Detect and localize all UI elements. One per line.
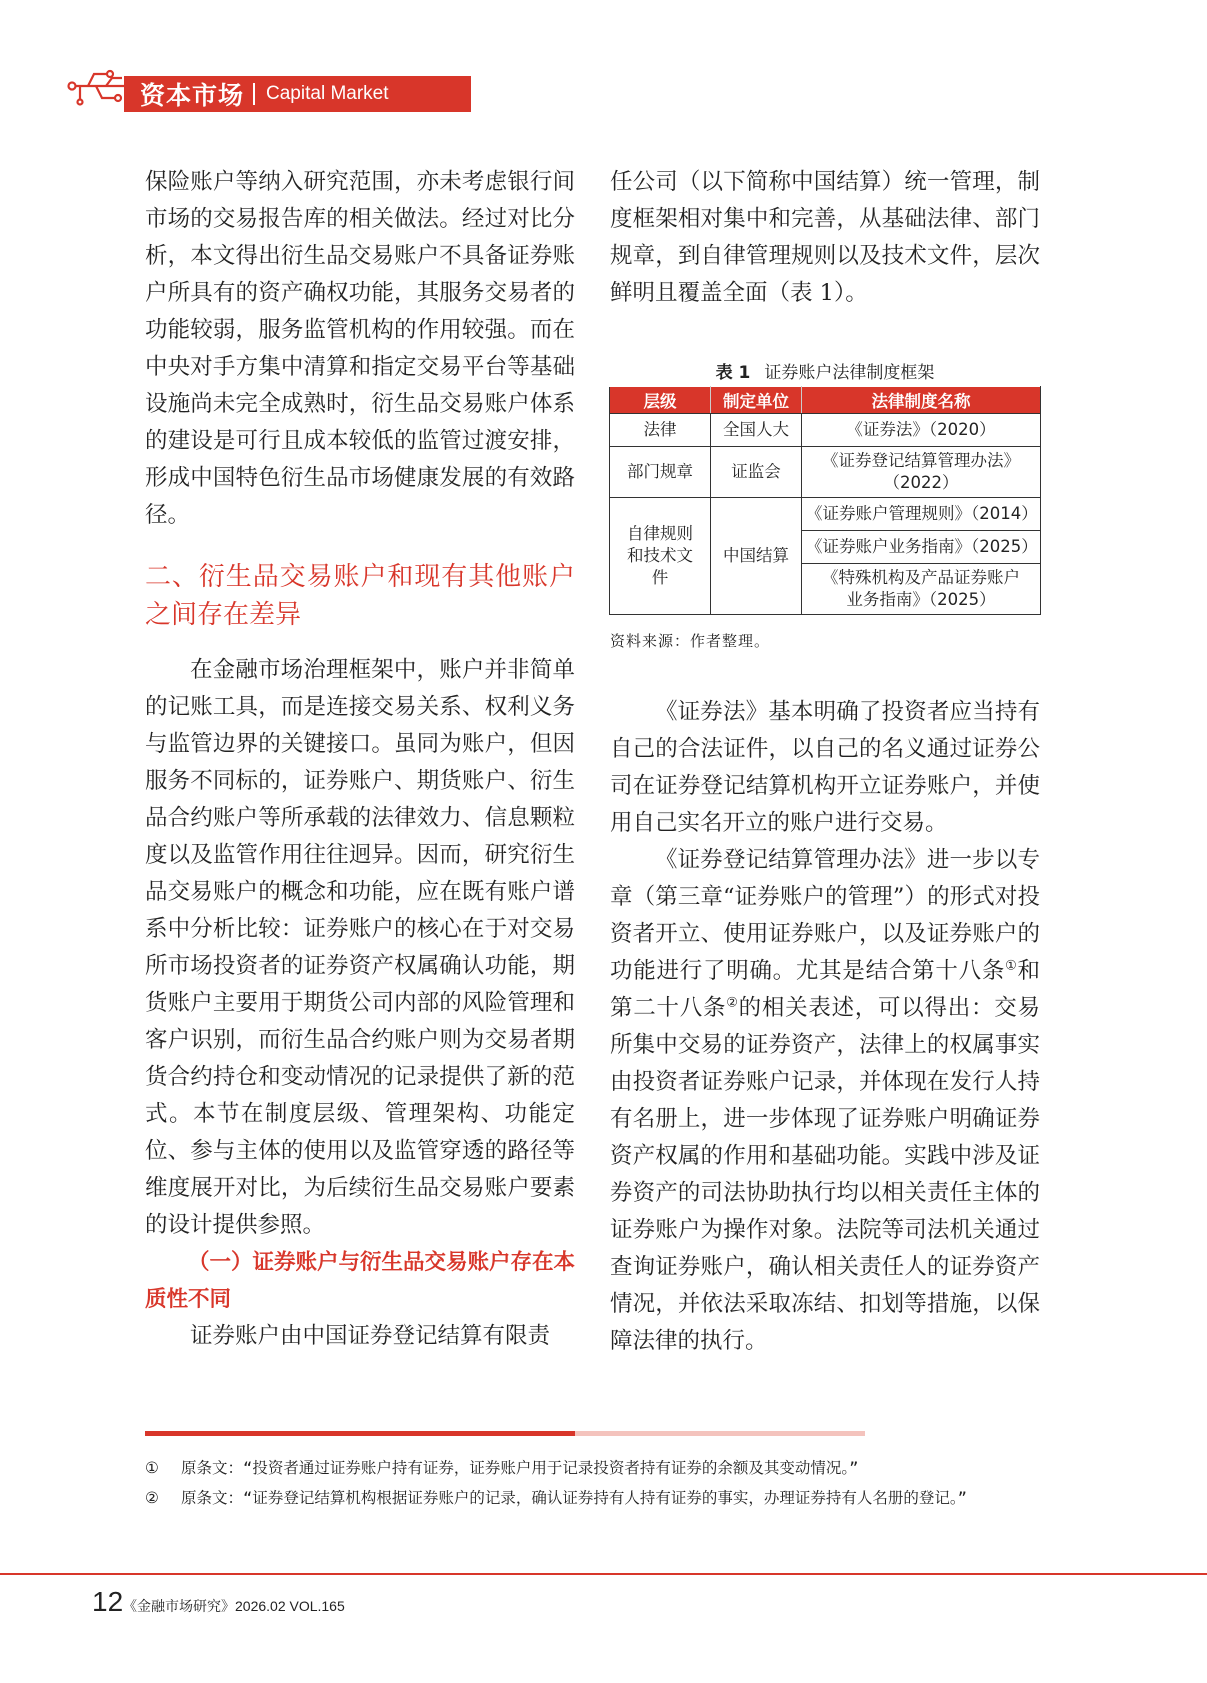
cell-issuer: 证监会 xyxy=(711,447,802,498)
footnote-2 xyxy=(145,1484,1045,1512)
legal-framework-table xyxy=(609,386,1041,615)
subsection-heading: （一）证券账户与衍生品交易账户存在本质性不同 xyxy=(145,1250,576,1312)
cell-name: 《证券账户业务指南》（2025） xyxy=(802,531,1041,564)
header-divider xyxy=(253,83,255,105)
cell-level: 法律 xyxy=(610,414,711,447)
table-title: 证券账户法律制度框架 xyxy=(764,363,935,383)
paragraph-continued-right: 任公司（以下简称中国结算）统一管理，制度框架相对集中和完善，从基础法律、部门规章，到自律管理规则以及技术文件，层次鲜明且覆盖全面（表 1）。 xyxy=(610,169,1040,306)
paragraph-intro: 在金融市场治理框架中，账户并非简单的记账工具，而是连接交易关系、权利义务与监管边界的关键接口。虽同为账户，但因服务不同标的，证券账户、期货账户、衍生品合约账户等所承载的法律效力、信息颗粒度以及监管作用往往迥异。因而，研究衍生品交易账户的概念和功能，应在既有账户谱系中分析比较：证券账户的核心在于对交易所市场投资者的证券资产权属确认功能，期货账户主要用于期货公司内部的风险管理和客户识别，而衍生品合约账户则为交易者期货合约持仓和变动情况的记录提供了新的范式。本节在制度层级、管理架构、功能定位、参与主体的使用以及监管穿透的路径等维度展开对比，为后续衍生品交易账户要素的设计提供参照。 xyxy=(145,657,575,1238)
table-source: 资料来源：作者整理。 xyxy=(610,632,771,650)
paragraph-text-c: 的相关表述，可以得出：交易所集中交易的证券资产，法律上的权属事实由投资者证券账户记录，并体现在发行人持有名册上，进一步体现了证券账户明确证券资产权属的作用和基础功能。实践中涉及证券资产的司法协助执行均以相关责任主体的证券账户为操作对象。法院等司法机关通过查询证券账户，确认相关责任人的证券资产情况，并依法采取冻结、扣划等措施，以保障法律的执行。 xyxy=(610,995,1040,1354)
table-row xyxy=(610,498,1041,531)
footnote-1 xyxy=(145,1454,1045,1482)
circuit-decoration-icon xyxy=(66,64,126,112)
paragraph-continued: 保险账户等纳入研究范围，亦未考虑银行间市场的交易报告库的相关做法。经过对比分析，本文得出衍生品交易账户不具备证券账户所具有的资产确权功能，其服务交易者的功能较弱，服务监管机构的作用较强。而在中央对手方集中清算和指定交易平台等基础设施尚未完全成熟时，衍生品交易账户体系的建设是可行且成本较低的监管过渡安排，形成中国特色衍生品市场健康发展的有效路径。 xyxy=(145,169,575,528)
table-number: 表 1 xyxy=(715,363,751,383)
footnote-mark: ② xyxy=(145,1489,159,1507)
left-column xyxy=(145,164,575,1355)
footnote-mark: ① xyxy=(145,1459,159,1477)
paragraph-text-b: 和第二十八条 xyxy=(610,958,1040,1021)
section-title-en: Capital Market xyxy=(266,83,389,104)
right-column-top xyxy=(610,164,1040,312)
table-header-row xyxy=(610,387,1041,414)
table-row xyxy=(610,414,1041,447)
paragraph-securities-law: 《证券法》基本明确了投资者应当持有自己的合法证件，以自己的名义通过证券公司在证券登记结算机构开立证券账户，并使用自己实名开立的账户进行交易。 xyxy=(610,699,1040,836)
footnote-ref-1[interactable]: ① xyxy=(1005,958,1018,974)
footnote-text: 原条文：“投资者通过证券账户持有证券，证券账户用于记录投资者持有证券的余额及其变动情况。” xyxy=(181,1459,859,1477)
cell-name: 《证券法》（2020） xyxy=(802,414,1041,447)
cell-name: 《特殊机构及产品证券账户业务指南》（2025） xyxy=(802,564,1041,615)
right-column-bottom xyxy=(610,694,1040,1360)
footer-rule xyxy=(0,1573,1207,1575)
table-caption xyxy=(610,358,1040,383)
section-title-zh: 资本市场 xyxy=(140,81,245,110)
cell-level: 部门规章 xyxy=(610,447,711,498)
footnote-divider-light xyxy=(575,1431,865,1436)
cell-issuer: 中国结算 xyxy=(711,498,802,615)
journal-info: 《金融市场研究》2026.02 VOL.165 xyxy=(123,1598,345,1614)
header-issuer: 制定单位 xyxy=(711,387,802,414)
cell-name: 《证券账户管理规则》（2014） xyxy=(802,498,1041,531)
header-name: 法律制度名称 xyxy=(802,387,1041,414)
paragraph-registration-measures xyxy=(610,842,1040,1360)
footnote-ref-2[interactable]: ② xyxy=(726,995,739,1011)
footnote-divider xyxy=(145,1431,575,1436)
section-heading: 二、衍生品交易账户和现有其他账户之间存在差异 xyxy=(145,562,575,630)
section-header xyxy=(124,76,471,112)
paragraph-start: 证券账户由中国证券登记结算有限责 xyxy=(190,1323,551,1349)
cell-name: 《证券登记结算管理办法》（2022） xyxy=(802,447,1041,498)
paragraph-text-a: 《证券登记结算管理办法》进一步以专章（第三章“证券账户的管理”）的形式对投资者开立、使用证券账户，以及证券账户的功能进行了明确。尤其是结合第十八条 xyxy=(610,847,1040,984)
cell-level: 自律规则和技术文件 xyxy=(610,498,711,615)
footnote-text: 原条文：“证券登记结算机构根据证券账户的记录，确认证券持有人持有证券的事实，办理证券持有人名册的登记。” xyxy=(181,1489,967,1507)
table-row xyxy=(610,447,1041,498)
cell-issuer: 全国人大 xyxy=(711,414,802,447)
header-level: 层级 xyxy=(610,387,711,414)
page-number: 12 xyxy=(92,1586,124,1617)
